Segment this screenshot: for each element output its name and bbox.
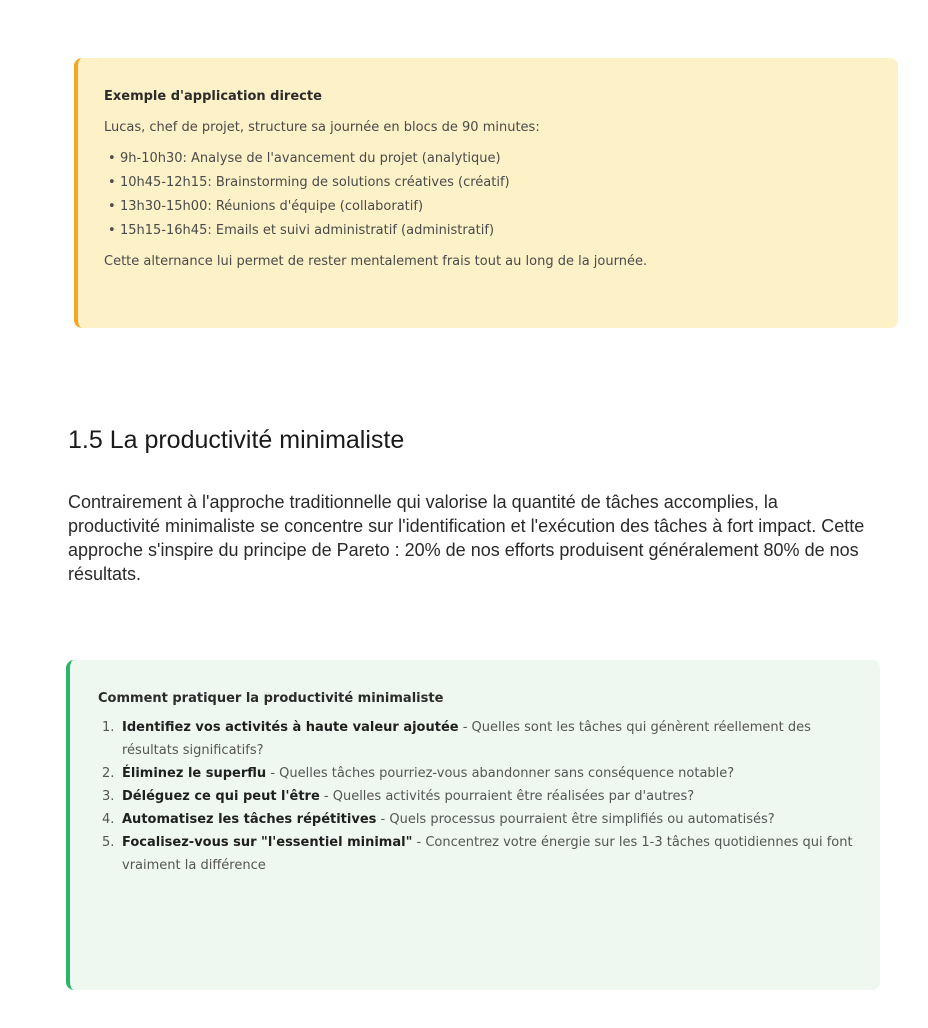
example-title: Exemple d'application directe (104, 89, 322, 104)
example-outro: Cette alternance lui permet de rester mentalement frais tout au long de la journée. (104, 254, 648, 269)
list-item (98, 808, 856, 831)
section-heading: 1.5 La productivité minimaliste (68, 426, 405, 454)
list-item-text: 9h-10h30: Analyse de l'avancement du projet (analytique) (120, 151, 501, 166)
step-number: 5. (102, 835, 115, 850)
step-title: Automatisez les tâches répétitives (122, 812, 377, 827)
step-title: Focalisez-vous sur "l'essentiel minimal" (122, 835, 413, 850)
practice-title: Comment pratiquer la productivité minimaliste (98, 691, 444, 706)
step-number: 4. (102, 812, 115, 827)
step-description: - Quelles activités pourraient être réalisées par d'autres? (319, 789, 695, 804)
list-item-text: 15h15-16h45: Emails et suivi administratif (administratif) (120, 223, 495, 238)
bullet-icon: • (108, 151, 116, 166)
step-title: Identifiez vos activités à haute valeur ajoutée (122, 720, 459, 735)
list-item-text: 10h45-12h15: Brainstorming de solutions créatives (créatif) (120, 175, 510, 190)
list-item (98, 831, 856, 877)
list-item-text: 13h30-15h00: Réunions d'équipe (collaboratif) (120, 199, 424, 214)
example-schedule-list (104, 147, 874, 243)
list-item (98, 785, 856, 808)
step-title: Éliminez le superflu (122, 766, 267, 781)
step-description: - Quels processus pourraient être simplifiés ou automatisés? (376, 812, 775, 827)
bullet-icon: • (108, 199, 116, 214)
step-number: 3. (102, 789, 115, 804)
list-item (104, 171, 874, 195)
practice-steps-list (98, 716, 856, 877)
step-number: 1. (102, 720, 115, 735)
list-item (104, 147, 874, 171)
list-item (98, 762, 856, 785)
list-item (98, 716, 856, 762)
list-item (104, 219, 874, 243)
bullet-icon: • (108, 223, 116, 238)
section-paragraph: Contrairement à l'approche traditionnelle qui valorise la quantité de tâches accomplies, la productivité minimaliste se concentre sur l'identification et l'exécution des tâches à fort impact. Cette approche s'inspire du principe de Pareto : 20% de nos efforts produisent généralement 80% de nos résultats. (68, 492, 865, 584)
list-item (104, 195, 874, 219)
example-callout (74, 58, 898, 328)
practice-callout (66, 660, 880, 990)
step-description: - Quelles sont les tâches qui génèrent réellement des résultats significatifs? (122, 720, 811, 758)
step-number: 2. (102, 766, 115, 781)
step-description: - Quelles tâches pourriez-vous abandonner sans conséquence notable? (266, 766, 735, 781)
step-description: - Concentrez votre énergie sur les 1-3 tâches quotidiennes qui font vraiment la différence (122, 835, 853, 873)
bullet-icon: • (108, 175, 116, 190)
example-intro: Lucas, chef de projet, structure sa journée en blocs de 90 minutes: (104, 120, 540, 135)
step-title: Déléguez ce qui peut l'être (122, 789, 320, 804)
